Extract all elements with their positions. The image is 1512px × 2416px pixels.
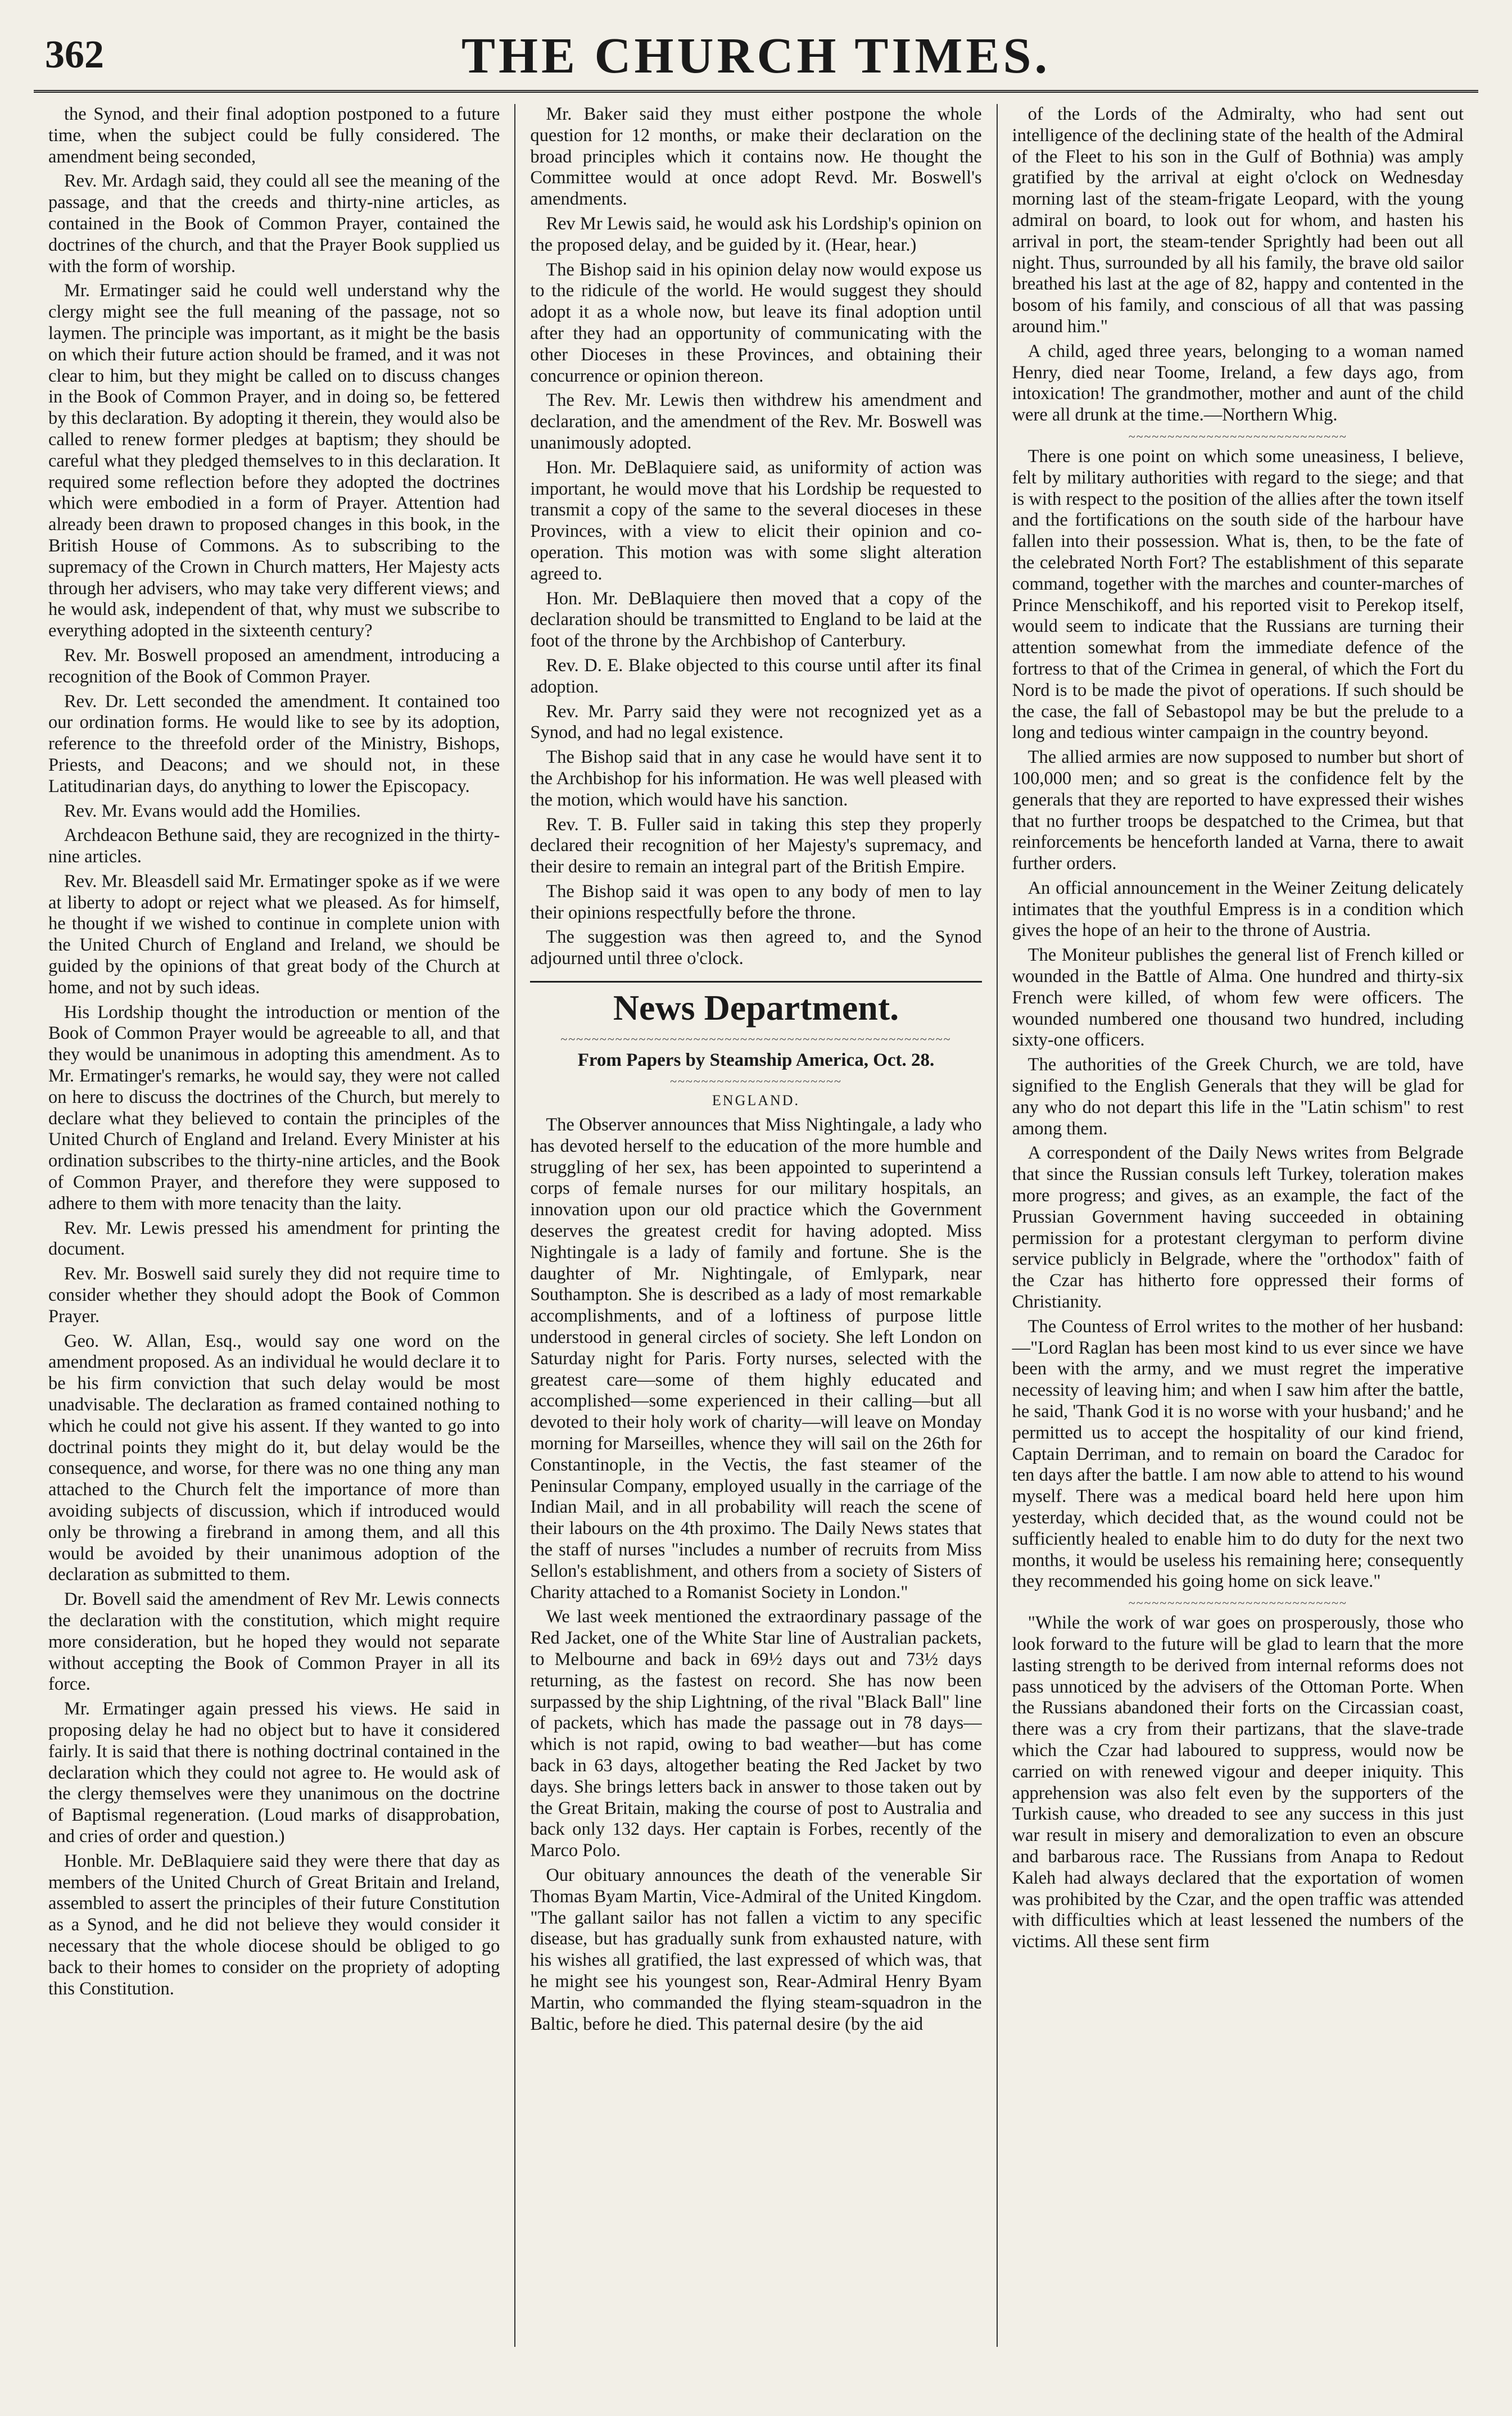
paragraph: Hon. Mr. DeBlaquiere then moved that a copy of the declaration should be transmitted to England to be laid at the foot of the throne by the Archbishop of Canterbury. [530,588,982,651]
paragraph: A correspondent of the Daily News writes from Belgrade that since the Russian consuls left Turkey, toleration makes more progress; and gives, as an example, the fact of the Prussian Government having succeeded in obtaining permission for a protestant clergyman to perform divine service publicly in Belgrade, where the "orthodox" faith of the Czar has hitherto fore oppressed their forms of Christianity. [1012,1143,1464,1313]
paragraph: A child, aged three years, belonging to a woman named Henry, died near Toome, Ireland, a few days ago, from intoxication! The grandmother, mother and aunt of the child were all drunk at the time.—Northern Whig. [1012,341,1464,426]
article-columns [34,104,1478,2347]
paragraph: Geo. W. Allan, Esq., would say one word on the amendment proposed. As an individual he would declare it to be his firm conviction that such delay would be most unadvisable. The declaration as framed contained nothing to which he could not give his assent. If they wanted to go into doctrinal points they might do it, but delay would be the consequence, and worse, for there was no one thing any man attached to the Church felt the importance of more than avoiding subjects of discussion, which if introduced would only be throwing a firebrand in among them, and all this would be avoided by their unanimous adoption of the declaration as submitted to them. [48,1331,500,1585]
paragraph: Rev. Mr. Evans would add the Homilies. [64,800,361,821]
paragraph: The authorities of the Greek Church, we are told, have signified to the English Generals that they will be glad for any who do not depart this life in the "Latin schism" to rest among them. [1012,1055,1464,1139]
paragraph: The Moniteur publishes the general list of French killed or wounded in the Battle of Alma. One hundred and thirty-six French were killed, of whom few were officers. The wounded numbered one thousand two hundred, including sixty-one officers. [1012,945,1464,1051]
paragraph: Rev. Mr. Boswell said surely they did not require time to consider whether they should adopt the Book of Common Prayer. [48,1264,500,1327]
paragraph: Mr. Ermatinger again pressed his views. He said in proposing delay he had no object but to have it considered fairly. It is said that there is nothing doctrinal contained in the declaration which they could not agree to. He would ask of the clergy themselves were they unanimous on the doctrine of Baptismal regeneration. (Loud marks of disapprobation, and cries of order and question.) [48,1699,500,1847]
column-1 [34,104,515,2347]
section-label: ENGLAND. [712,1092,800,1109]
paragraph: Rev. Dr. Lett seconded the amendment. It contained too our ordination forms. He would like to see by its adoption, reference to the threefold order of the Ministry, Bishops, Priests, and Deacons; and we should not, in these Latitudinarian days, do anything to lower the Episcopacy. [48,691,500,797]
newspaper-title: THE CHURCH TIMES. [461,28,1051,84]
divider-ornament: ~~~~~~~~~~~~~~~~~~~~~~~~~~~~~~~~~~~~~~~~~~~~~~~~~~ [560,1032,952,1047]
divider-ornament: ~~~~~~~~~~~~~~~~~~~~~~~~~~~~ [1128,429,1347,444]
paragraph: An official announcement in the Weiner Zeitung delicately intimates that the youthful Empress is in a condition which gives the hope of an heir to the throne of Austria. [1012,877,1464,941]
paragraph: Our obituary announces the death of the venerable Sir Thomas Byam Martin, Vice-Admiral of the United Kingdom. "The gallant sailor has not fallen a victim to any specific disease, but has gradually sunk from exhausted nature, with his wishes all gratified, the last expressed of which was, that he might see his youngest son, Rear-Admiral Henry Byam Martin, who commanded the flying steam-squadron in the Baltic, before he died. This paternal desire (by the aid [530,1865,982,2034]
paragraph: The Bishop said that in any case he would have sent it to the Archbishop for his information. He was well pleased with the motion, which would have his sanction. [530,747,982,810]
paragraph: The Countess of Errol writes to the mother of her husband:—"Lord Raglan has been most kind to us ever since we have been with the army, and we must regret the imperative necessity of leaving him; and when I saw him after the battle, he said, 'Thank God it is no worse with your husband;' and he permitted us to accept the hospitality of our kind friend, Captain Derriman, and to remain on board the Caradoc for ten days after the battle. I am now able to attend to his wound myself. There was a medical board held here upon him yesterday, which decided that, as the wound could not be sufficiently healed to enable him to do duty for the next two months, it would be useless his remaining here; consequently they recommended his going home on sick leave." [1012,1316,1464,1592]
divider-ornament: ~~~~~~~~~~~~~~~~~~~~~~~~~~~~ [1128,1596,1347,1610]
paragraph: Rev. Mr. Parry said they were not recognized yet as a Synod, and had no legal existence. [530,701,982,743]
divider-ornament: ~~~~~~~~~~~~~~~~~~~~~~ [670,1074,842,1089]
paragraph: The suggestion was then agreed to, and the Synod adjourned until three o'clock. [530,927,982,969]
column-3 [998,104,1478,2347]
paragraph: The Rev. Mr. Lewis then withdrew his amendment and declaration, and the amendment of the Rev. Mr. Boswell was unanimously adopted. [530,390,982,453]
paragraph: There is one point on which some uneasiness, I believe, felt by military authorities with regard to the siege; and that is with respect to the position of the allies after the town itself and the fortifications on the south side of the harbour have fallen into their possession. What is, then, to be the fate of the celebrated North Fort? The establishment of this separate command, together with the marches and counter-marches of Prince Menschikoff, and his reported visit to Perekop itself, would seem to indicate that the Russians are turning their attention somewhat from the immediate defence of the fortress to that of the Crimea in general, of which the Fort du Nord is to be made the pivot of operations. If such should be the case, the fall of Sebastopol may be but the prelude to a long and tedious winter campaign in the country beyond. [1012,446,1464,743]
paragraph: The Bishop said it was open to any body of men to lay their opinions respectfully before the throne. [530,881,982,923]
paragraph: Rev. Mr. Ardagh said, they could all see the meaning of the passage, and that the creeds and thirty-nine articles, as contained in the Book of Common Prayer, contained the doctrines of the church, and that the Prayer Book supplied us with the form of worship. [48,171,500,277]
section-heading: News Department. [530,981,981,1029]
page-number: 362 [45,33,104,76]
paragraph: Mr. Baker said they must either postpone the whole question for 12 months, or make their declaration on the broad principles which it contains now. He thought the Committee would at once adopt Revd. Mr. Boswell's amendments. [530,104,982,210]
paragraph: the Synod, and their final adoption postponed to a future time, when the subject could be fully considered. The amendment being seconded, [48,104,500,167]
paragraph: His Lordship thought the introduction or mention of the Book of Common Prayer would be agreeable to all, and that they would be unanimous in adopting this amendment. As to Mr. Ermatinger's remarks, he would say, they were not called on here to discuss the doctrines of the Church, but merely to declare what they believed to contain the principles of the United Church of England and Ireland. Every Minister at his ordination subscribes to the thirty-nine articles, and the Book of Common Prayer, and therefore they were supposed to adhere to them with more tenacity than the laity. [48,1002,500,1214]
paragraph: The Observer announces that Miss Nightingale, a lady who has devoted herself to the education of the more humble and struggling of her sex, has been appointed to superintend a corps of female nurses for our military hospitals, an innovation upon our old practice which the Government deserves the greatest credit for having adopted. Miss Nightingale is a lady of family and fortune. She is the daughter of Mr. Nightingale, of Emlypark, near Southampton. She is described as a lady of most remarkable accomplishments, and of a loftiness of purpose little understood in general circles of society. She left London on Saturday night for Paris. Forty nurses, selected with the greatest care—some of them highly educated and accomplished—some experienced in their calling—but all devoted to their holy work of charity—will leave on Monday morning for Marseilles, whence they will sail on the 26th for Constantinople, in the Vectis, the fast steamer of the Peninsular Company, employed usually in the carriage of the Indian Mail, and in all probability will reach the scene of their labours on the 4th proximo. The Daily News states that the staff of nurses "includes a number of recruits from Miss Sellon's establishment, and others from a society of Sisters of Charity attached to a Romanist Society in London." [530,1115,982,1603]
paragraph: Mr. Ermatinger said he could well understand why the clergy might see the full meaning of the passage, not so laymen. The principle was important, as it might be the basis on which their future action should be framed, and it was not clear to him, but they might be called on to discuss changes in the Book of Common Prayer, and in doing so, be fettered by this declaration. By adopting it therein, they would also be called to renew former pledges at baptism; they should be careful what they pledged themselves to in this declaration. It required some reflection before they adopted the doctrines which were embodied in a form of Prayer. Attention had already been drawn to proposed changes in this book, in the British House of Commons. As to subscribing to the supremacy of the Crown in Church matters, Her Majesty acts through her advisers, who may take very different views; and he would ask, independent of that, why must we subscribe to everything adopted in the sixteenth century? [48,280,500,641]
paragraph: "While the work of war goes on prosperously, those who look forward to the future will be glad to learn that the more lasting strength to be derived from internal reforms does not pass unnoticed by the advisers of the Ottoman Porte. When the Russians abandoned their forts on the Circassian coast, there was a cry from their partizans, that the slave-trade which the Czar had laboured to suppress, would now be carried on with renewed vigour and deeper iniquity. This apprehension was also felt even by the supporters of the Turkish cause, who dreaded to see any success in this just war result in misery and demoralization to even an obscure and barbarous race. The Russians from Anapa to Redout Kaleh had always declared that the exportation of women was prohibited by the Czar, and the open traffic was attended with difficulties which at least lessened the numbers of the victims. All these sent firm [1012,1613,1464,1952]
paragraph: Honble. Mr. DeBlaquiere said they were there that day as members of the United Church of Great Britain and Ireland, assembled to assert the principles of their future Constitution as a Synod, and he did not believe they would consider it necessary that the whole diocese should be obliged to go back to their homes to consider on the propriety of adopting this Constitution. [48,1851,500,1999]
paragraph: Rev Mr Lewis said, he would ask his Lordship's opinion on the proposed delay, and be guided by it. (Hear, hear.) [530,213,982,255]
section-subheading: From Papers by Steamship America, Oct. 28. [577,1050,935,1071]
paragraph: Dr. Bovell said the amendment of Rev Mr. Lewis connects the declaration with the constitution, which might require more consideration, but he hoped they would not separate without accepting the Book of Common Prayer in all its force. [48,1589,500,1695]
paragraph: Hon. Mr. DeBlaquiere said, as uniformity of action was important, he would move that his Lordship be requested to transmit a copy of the same to the several dioceses in these Provinces, with a view to elicit their opinion and co-operation. This motion was with some slight alteration agreed to. [530,457,982,584]
paragraph: of the Lords of the Admiralty, who had sent out intelligence of the declining state of the health of the Admiral of the Fleet to his son in the Gulf of Bothnia) was amply gratified by the arrival at eight o'clock on Wednesday morning last of the steam-frigate Leopard, with the young admiral on board, to look out for whom, and hasten his arrival in port, the steam-tender Sprightly had been out all night. Thus, surrounded by all his family, the brave old sailor breathed his last at the age of 82, happy and contented in the bosom of his family, and conscious of all that was passing around him." [1012,104,1464,337]
masthead [34,22,1478,93]
paragraph: Rev. Mr. Lewis pressed his amendment for printing the document. [48,1218,500,1260]
column-2 [515,104,997,2347]
paragraph: Archdeacon Bethune said, they are recognized in the thirty-nine articles. [48,825,500,867]
paragraph: Rev. Mr. Bleasdell said Mr. Ermatinger spoke as if we were at liberty to adopt or reject what we pleased. As for himself, he thought if we wished to continue in complete union with the United Church of England and Ireland, we should be guided by the opinions of that great body of the Church at home, and not by such ideas. [48,871,500,998]
paragraph: The Bishop said in his opinion delay now would expose us to the ridicule of the world. He would suggest they should adopt it as a whole now, but leave its final adoption until after they had an opportunity of communicating with the other Dioceses in these Provinces, and obtaining their concurrence or opinion thereon. [530,259,982,386]
paragraph: We last week mentioned the extraordinary passage of the Red Jacket, one of the White Star line of Australian packets, to Melbourne and back in 69½ days out and 73½ days returning, as the fastest on record. She has now been surpassed by the ship Lightning, of the rival "Black Ball" line of packets, which has made the passage out in 78 days—which is not rapid, owing to bad weather—but has come back in 63 days, altogether beating the Red Jacket by two days. She brings letters back in answer to those taken out by the Great Britain, making the course of post to Australia and back only 132 days. Her captain is Forbes, recently of the Marco Polo. [530,1607,982,1861]
paragraph: Rev. D. E. Blake objected to this course until after its final adoption. [530,655,982,697]
paragraph: Rev. T. B. Fuller said in taking this step they properly declared their recognition of her Majesty's supremacy, and their desire to remain an integral part of the British Empire. [530,814,982,877]
paragraph: The allied armies are now supposed to number but short of 100,000 men; and so great is the confidence felt by the generals that they are reported to have expressed their wishes that no further troops be despatched to the Crimea, but that reinforcements be henceforth landed at Varna, there to await further orders. [1012,747,1464,874]
paragraph: Rev. Mr. Boswell proposed an amendment, introducing a recognition of the Book of Common Prayer. [48,645,500,687]
